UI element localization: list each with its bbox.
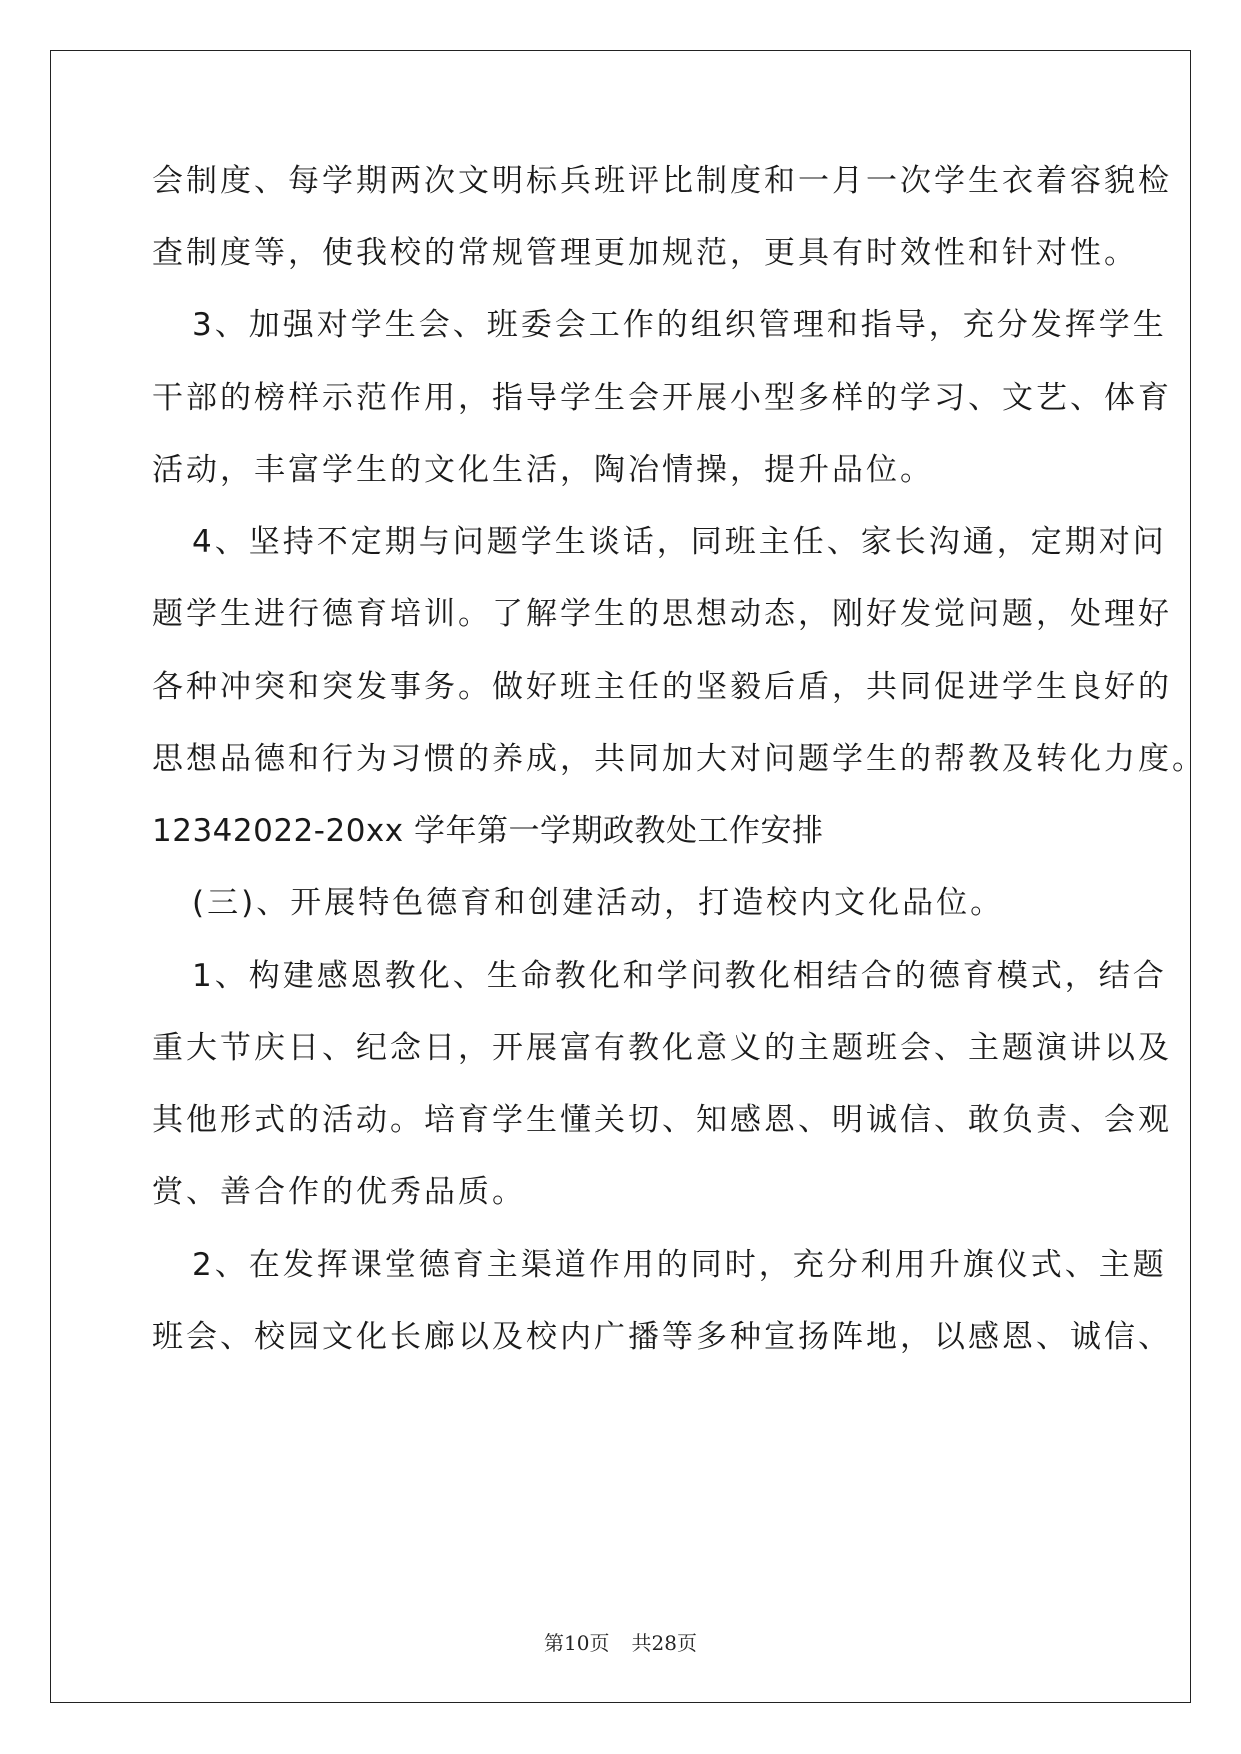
- paragraph-line: 赏、善合作的优秀品质。: [152, 1174, 526, 1210]
- paragraph-line: (三)、开展特色德育和创建活动，打造校内文化品位。: [192, 885, 1005, 921]
- paragraph-line: 班会、校园文化长廊以及校内广播等多种宣扬阵地，以感恩、诚信、: [152, 1319, 1172, 1355]
- paragraph-line: 2、在发挥课堂德育主渠道作用的同时，充分利用升旗仪式、主题: [192, 1247, 1167, 1283]
- paragraph-line: 查制度等，使我校的常规管理更加规范，更具有时效性和针对性。: [152, 235, 1138, 271]
- paragraph-line: 思想品德和行为习惯的养成，共同加大对问题学生的帮教及转化力度。: [152, 741, 1206, 777]
- paragraph-line: 其他形式的活动。培育学生懂关切、知感恩、明诚信、敢负责、会观: [152, 1102, 1172, 1138]
- section-heading: 12342022-20xx 学年第一学期政教处工作安排: [152, 813, 824, 849]
- page-border: [50, 50, 1191, 1703]
- page-footer: [0, 1627, 1241, 1656]
- page-number: 第10页: [544, 1631, 610, 1655]
- paragraph-line: 会制度、每学期两次文明标兵班评比制度和一月一次学生衣着容貌检: [152, 163, 1172, 199]
- paragraph-line: 4、坚持不定期与问题学生谈话，同班主任、家长沟通，定期对问: [192, 524, 1167, 560]
- page-total: 共28页: [631, 1631, 697, 1655]
- paragraph-line: 1、构建感恩教化、生命教化和学问教化相结合的德育模式，结合: [192, 958, 1167, 994]
- paragraph-line: 活动，丰富学生的文化生活，陶冶情操，提升品位。: [152, 452, 934, 488]
- paragraph-line: 重大节庆日、纪念日，开展富有教化意义的主题班会、主题演讲以及: [152, 1030, 1172, 1066]
- paragraph-line: 各种冲突和突发事务。做好班主任的坚毅后盾，共同促进学生良好的: [152, 669, 1172, 705]
- paragraph-line: 干部的榜样示范作用，指导学生会开展小型多样的学习、文艺、体育: [152, 380, 1172, 416]
- paragraph-line: 3、加强对学生会、班委会工作的组织管理和指导，充分发挥学生: [192, 307, 1167, 343]
- paragraph-line: 题学生进行德育培训。了解学生的思想动态，刚好发觉问题，处理好: [152, 596, 1172, 632]
